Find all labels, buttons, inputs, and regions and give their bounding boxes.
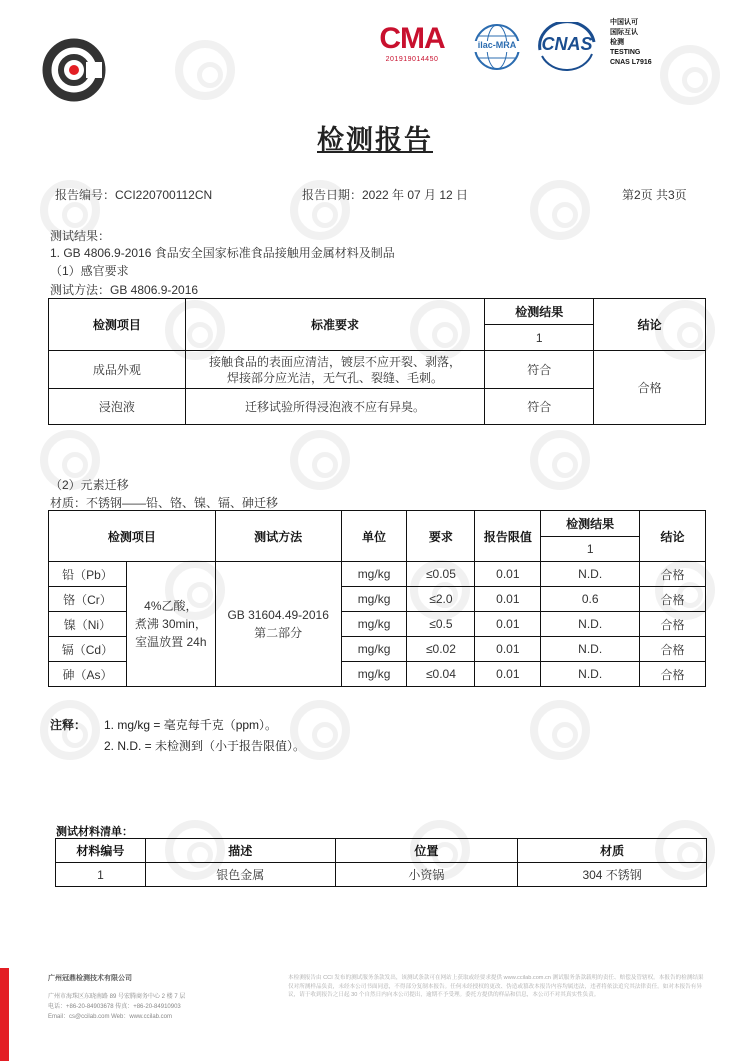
table-cell: mg/kg (341, 637, 407, 662)
col-header: 位置 (335, 839, 518, 863)
cnas-side-line: 国际互认 (610, 29, 638, 36)
cnas-side-text (610, 18, 652, 68)
footer-accent-bar (0, 968, 9, 1061)
standard-line: 1. GB 4806.9-2016 食品安全国家标准食品接触用金属材料及制品 (50, 246, 395, 260)
table-cell: mg/kg (341, 662, 407, 687)
watermark-logo (175, 40, 235, 100)
table-cell: 1 (56, 863, 146, 887)
condition-line: 室温放置 24h (135, 635, 207, 649)
material-line: 材质：不锈钢——铅、铬、镍、镉、砷迁移 (50, 496, 279, 510)
test-method: 测试方法：GB 4806.9-2016 (50, 283, 199, 297)
table-cell: 0.01 (475, 662, 541, 687)
results-heading: 测试结果： (50, 229, 111, 243)
col-header: 描述 (145, 839, 335, 863)
sample-number: 1 (485, 325, 594, 351)
table-cell: 浸泡液 (49, 389, 186, 425)
company-logo (42, 38, 106, 102)
watermark-logo (530, 430, 590, 490)
table-cell: 0.6 (541, 587, 640, 612)
ilac-mra-logo (468, 22, 526, 72)
table-cell: mg/kg (341, 587, 407, 612)
condition-line: 煮沸 30min， (134, 617, 207, 631)
report-number: 报告编号：CCI220700112CN (55, 188, 213, 202)
col-header: 测试方法 (215, 511, 341, 562)
table-cell: 符合 (485, 351, 594, 389)
cnas-side-line: CNAS L7916 (610, 59, 652, 66)
footer-tel: 电话：+86-20-84903678 传真：+86-20-84910903 (48, 1004, 181, 1010)
cnas-side-line: 检测 (610, 39, 624, 46)
footer-address: 广州市海珠区东晓南路 89 号宏腾商务中心 2 楼 7 层 (48, 994, 186, 1000)
table-cell: 镉（Cd） (49, 637, 127, 662)
table-cell: 合格 (640, 587, 706, 612)
table-cell: 0.01 (475, 587, 541, 612)
condition-line: 4%乙酸， (144, 599, 198, 613)
table-cell: 接触食品的表面应清洁，镀层不应开裂、剥落， (209, 354, 462, 369)
table-cell: N.D. (541, 562, 640, 587)
table-cell: 镍（Ni） (49, 612, 127, 637)
cnas-logo (534, 22, 600, 72)
method-line: 第二部分 (254, 626, 303, 640)
table-cell: 0.01 (475, 562, 541, 587)
col-header: 报告限值 (475, 511, 541, 562)
page-number: 第2页 共3页 (622, 188, 687, 202)
table-cell: mg/kg (341, 612, 407, 637)
migration-table (48, 510, 706, 687)
footer-company: 广州冠鼎检测技术有限公司 (48, 975, 132, 982)
col-header: 单位 (341, 511, 407, 562)
watermark-logo (530, 700, 590, 760)
col-header: 检测结果 (485, 299, 594, 325)
cnas-side-line: 中国认可 (610, 19, 638, 26)
table-cell: 小资锅 (335, 863, 518, 887)
table-cell: 0.01 (475, 637, 541, 662)
cma-logo (374, 22, 450, 72)
sample-number: 1 (541, 537, 640, 562)
col-header: 检测项目 (49, 511, 216, 562)
table-cell: N.D. (541, 637, 640, 662)
table-cell: 银色金属 (145, 863, 335, 887)
table-cell: N.D. (541, 662, 640, 687)
col-header: 结论 (640, 511, 706, 562)
watermark-logo (290, 430, 350, 490)
col-header: 标准要求 (185, 299, 485, 351)
ilac-text: ilac-MRA (477, 40, 517, 50)
sensory-table (48, 298, 706, 425)
col-header: 材质 (518, 839, 707, 863)
watermark-logo (530, 180, 590, 240)
cnas-text: CNAS (541, 34, 593, 54)
table-cell: ≤0.04 (407, 662, 475, 687)
table-cell: 304 不锈钢 (518, 863, 707, 887)
table-cell: 合格 (640, 637, 706, 662)
col-header: 材料编号 (56, 839, 146, 863)
footer-contact (48, 974, 185, 1022)
section1-title: （1）感官要求 (50, 264, 129, 278)
table-cell: 符合 (485, 389, 594, 425)
materials-title: 测试材料清单： (56, 826, 133, 838)
table-cell: 0.01 (475, 612, 541, 637)
table-cell: ≤0.02 (407, 637, 475, 662)
table-cell: ≤0.5 (407, 612, 475, 637)
cma-number: 201919014450 (385, 56, 439, 63)
conclusion-cell: 合格 (594, 351, 706, 425)
watermark-logo (660, 45, 720, 105)
table-cell: N.D. (541, 612, 640, 637)
table-cell: 成品外观 (49, 351, 186, 389)
col-header: 检测结果 (541, 511, 640, 537)
table-cell: ≤0.05 (407, 562, 475, 587)
report-date: 报告日期：2022 年 07 月 12 日 (302, 188, 469, 202)
page-title: 检测报告 (317, 125, 433, 156)
footer-disclaimer: 本检测报告由 CCI 发布的测试服务条款发出，该测试条款可在网站上获取或经要求提供 www.ccilab.com.cn 测试服务条款载明的责任、赔偿及管辖权。本报告的检测结果仅对所测样品负责，未经本公司书面同意，不得部分复制本报告。任何未经授权的更改、伪造或篡改本报告内容均属违法，违者将依法追究其法律责任。如对本报告有异议，请于收到报告之日起 30 个自然日内向本公司提出，逾期不予受理。委托方提供的样品和信息，本公司不对其真实性负责。 (288, 975, 704, 998)
section2-title: （2）元素迁移 (50, 478, 129, 492)
note-item: 2. N.D. = 未检测到（小于报告限值）。 (104, 739, 306, 753)
col-header: 要求 (407, 511, 475, 562)
col-header: 结论 (594, 299, 706, 351)
table-cell: 合格 (640, 562, 706, 587)
table-cell: 合格 (640, 612, 706, 637)
method-line: GB 31604.49-2016 (227, 608, 329, 622)
col-header: 检测项目 (49, 299, 186, 351)
note-item: 1. mg/kg = 毫克每千克（ppm）。 (104, 718, 278, 732)
footer-email: Email：cs@ccilab.com Web：www.ccilab.com (48, 1014, 173, 1020)
table-cell: 合格 (640, 662, 706, 687)
table-cell: mg/kg (341, 562, 407, 587)
cnas-side-line: TESTING (610, 49, 641, 56)
table-cell: 铅（Pb） (49, 562, 127, 587)
table-cell: 迁移试验所得浸泡液不应有异臭。 (245, 400, 426, 414)
notes-label: 注释： (50, 718, 87, 732)
table-cell: 铬（Cr） (49, 587, 127, 612)
materials-table (55, 838, 707, 887)
table-cell: 焊接部分应光洁，无气孔、裂缝、毛刺。 (227, 370, 444, 385)
cma-text: CMA (379, 22, 445, 55)
table-cell: ≤2.0 (407, 587, 475, 612)
table-cell: 砷（As） (49, 662, 127, 687)
